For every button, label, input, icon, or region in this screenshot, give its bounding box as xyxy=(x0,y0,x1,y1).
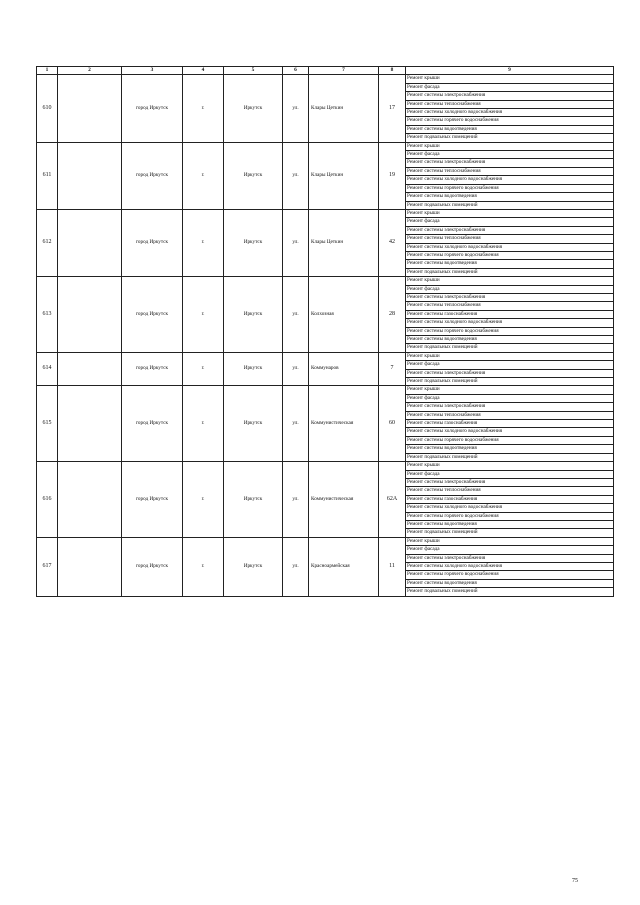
street-cell: Коммунистическая xyxy=(309,462,379,538)
street-type-cell: ул. xyxy=(283,75,309,142)
column-header: 8 xyxy=(379,67,406,75)
column-header: 4 xyxy=(183,67,224,75)
work-type-cell: Ремонт системы теплоснабжения xyxy=(406,235,614,243)
work-type-cell: Ремонт системы теплоснабжения xyxy=(406,411,614,419)
street-cell: Красноармейская xyxy=(309,537,379,596)
row-number: 612 xyxy=(37,209,58,276)
table-row xyxy=(37,352,614,360)
row-number: 616 xyxy=(37,462,58,538)
house-cell: 19 xyxy=(379,142,406,209)
street-type-cell: ул. xyxy=(283,209,309,276)
work-type-cell: Ремонт системы электроснабжения xyxy=(406,92,614,100)
work-type-cell: Ремонт системы электроснабжения xyxy=(406,226,614,234)
locality-cell: Иркутск xyxy=(224,386,283,462)
work-type-cell: Ремонт крыши xyxy=(406,537,614,545)
locality-type-cell: г. xyxy=(183,209,224,276)
locality-type-cell: г. xyxy=(183,462,224,538)
locality-cell: Иркутск xyxy=(224,277,283,353)
work-type-cell: Ремонт системы водоотведения xyxy=(406,579,614,587)
work-type-cell: Ремонт системы холодного водоснабжения xyxy=(406,504,614,512)
work-type-cell: Ремонт системы теплоснабжения xyxy=(406,167,614,175)
work-type-cell: Ремонт подвальных помещений xyxy=(406,529,614,537)
street-type-cell: ул. xyxy=(283,462,309,538)
house-cell: 62А xyxy=(379,462,406,538)
locality-cell: Иркутск xyxy=(224,537,283,596)
row-number: 617 xyxy=(37,537,58,596)
locality-cell: Иркутск xyxy=(224,352,283,386)
work-type-cell: Ремонт крыши xyxy=(406,142,614,150)
work-type-cell: Ремонт системы холодного водоснабжения xyxy=(406,109,614,117)
locality-type-cell: г. xyxy=(183,352,224,386)
work-type-cell: Ремонт системы холодного водоснабжения xyxy=(406,243,614,251)
settlement-cell: город Иркутск xyxy=(122,537,183,596)
work-type-cell: Ремонт системы электроснабжения xyxy=(406,478,614,486)
municipality-cell xyxy=(58,537,122,596)
work-type-cell: Ремонт фасада xyxy=(406,470,614,478)
work-type-cell: Ремонт системы газоснабжения xyxy=(406,420,614,428)
row-number: 610 xyxy=(37,75,58,142)
street-type-cell: ул. xyxy=(283,277,309,353)
street-cell: Колхозная xyxy=(309,277,379,353)
work-type-cell: Ремонт системы водоотведения xyxy=(406,125,614,133)
work-type-cell: Ремонт подвальных помещений xyxy=(406,268,614,276)
work-type-cell: Ремонт системы горячего водоснабжения xyxy=(406,512,614,520)
row-number: 613 xyxy=(37,277,58,353)
work-type-cell: Ремонт системы холодного водоснабжения xyxy=(406,428,614,436)
work-type-cell: Ремонт фасада xyxy=(406,361,614,369)
work-type-cell: Ремонт фасада xyxy=(406,285,614,293)
column-header: 5 xyxy=(224,67,283,75)
work-type-cell: Ремонт системы холодного водоснабжения xyxy=(406,562,614,570)
work-type-cell: Ремонт крыши xyxy=(406,386,614,394)
column-header: 2 xyxy=(58,67,122,75)
table-row xyxy=(37,142,614,150)
settlement-cell: город Иркутск xyxy=(122,209,183,276)
work-type-cell: Ремонт крыши xyxy=(406,352,614,360)
work-type-cell: Ремонт фасада xyxy=(406,218,614,226)
work-type-cell: Ремонт системы водоотведения xyxy=(406,336,614,344)
house-cell: 17 xyxy=(379,75,406,142)
row-number: 611 xyxy=(37,142,58,209)
page-number: 75 xyxy=(572,878,578,884)
locality-cell: Иркутск xyxy=(224,209,283,276)
work-type-cell: Ремонт системы водоотведения xyxy=(406,260,614,268)
locality-cell: Иркутск xyxy=(224,75,283,142)
column-header: 6 xyxy=(283,67,309,75)
work-type-cell: Ремонт системы горячего водоснабжения xyxy=(406,571,614,579)
table-row xyxy=(37,75,614,83)
street-cell: Коммунистическая xyxy=(309,386,379,462)
work-type-cell: Ремонт крыши xyxy=(406,462,614,470)
table-row xyxy=(37,386,614,394)
work-type-cell: Ремонт подвальных помещений xyxy=(406,344,614,352)
street-cell: Клары Цеткин xyxy=(309,142,379,209)
municipality-cell xyxy=(58,75,122,142)
column-header: 9 xyxy=(406,67,614,75)
locality-cell: Иркутск xyxy=(224,142,283,209)
house-cell: 28 xyxy=(379,277,406,353)
street-cell: Клары Цеткин xyxy=(309,209,379,276)
table-row xyxy=(37,462,614,470)
street-type-cell: ул. xyxy=(283,352,309,386)
settlement-cell: город Иркутск xyxy=(122,386,183,462)
header-row xyxy=(37,67,614,75)
address-program-table xyxy=(36,66,614,597)
table-body xyxy=(37,75,614,596)
work-type-cell: Ремонт системы горячего водоснабжения xyxy=(406,436,614,444)
work-type-cell: Ремонт системы водоотведения xyxy=(406,520,614,528)
house-cell: 60 xyxy=(379,386,406,462)
street-type-cell: ул. xyxy=(283,537,309,596)
work-type-cell: Ремонт подвальных помещений xyxy=(406,453,614,461)
locality-type-cell: г. xyxy=(183,386,224,462)
work-type-cell: Ремонт подвальных помещений xyxy=(406,134,614,142)
work-type-cell: Ремонт крыши xyxy=(406,75,614,83)
locality-type-cell: г. xyxy=(183,142,224,209)
column-header: 1 xyxy=(37,67,58,75)
street-cell: Клары Цеткин xyxy=(309,75,379,142)
column-header: 3 xyxy=(122,67,183,75)
work-type-cell: Ремонт системы электроснабжения xyxy=(406,293,614,301)
work-type-cell: Ремонт системы горячего водоснабжения xyxy=(406,184,614,192)
work-type-cell: Ремонт системы водоотведения xyxy=(406,445,614,453)
work-type-cell: Ремонт системы теплоснабжения xyxy=(406,302,614,310)
work-type-cell: Ремонт фасада xyxy=(406,151,614,159)
municipality-cell xyxy=(58,142,122,209)
work-type-cell: Ремонт фасада xyxy=(406,394,614,402)
locality-type-cell: г. xyxy=(183,277,224,353)
street-type-cell: ул. xyxy=(283,386,309,462)
house-cell: 11 xyxy=(379,537,406,596)
settlement-cell: город Иркутск xyxy=(122,75,183,142)
locality-type-cell: г. xyxy=(183,75,224,142)
table-row xyxy=(37,537,614,545)
work-type-cell: Ремонт подвальных помещений xyxy=(406,588,614,596)
work-type-cell: Ремонт системы электроснабжения xyxy=(406,369,614,377)
work-type-cell: Ремонт системы горячего водоснабжения xyxy=(406,327,614,335)
work-type-cell: Ремонт системы электроснабжения xyxy=(406,403,614,411)
work-type-cell: Ремонт системы электроснабжения xyxy=(406,554,614,562)
house-cell: 42 xyxy=(379,209,406,276)
work-type-cell: Ремонт системы теплоснабжения xyxy=(406,100,614,108)
work-type-cell: Ремонт системы холодного водоснабжения xyxy=(406,319,614,327)
work-type-cell: Ремонт подвальных помещений xyxy=(406,378,614,386)
settlement-cell: город Иркутск xyxy=(122,142,183,209)
settlement-cell: город Иркутск xyxy=(122,277,183,353)
table-row xyxy=(37,277,614,285)
work-type-cell: Ремонт системы газоснабжения xyxy=(406,495,614,503)
work-type-cell: Ремонт системы холодного водоснабжения xyxy=(406,176,614,184)
street-cell: Коммунаров xyxy=(309,352,379,386)
work-type-cell: Ремонт подвальных помещений xyxy=(406,201,614,209)
house-cell: 7 xyxy=(379,352,406,386)
row-number: 614 xyxy=(37,352,58,386)
street-type-cell: ул. xyxy=(283,142,309,209)
municipality-cell xyxy=(58,462,122,538)
work-type-cell: Ремонт фасада xyxy=(406,546,614,554)
work-type-cell: Ремонт крыши xyxy=(406,277,614,285)
work-type-cell: Ремонт системы горячего водоснабжения xyxy=(406,251,614,259)
work-type-cell: Ремонт системы горячего водоснабжения xyxy=(406,117,614,125)
municipality-cell xyxy=(58,277,122,353)
municipality-cell xyxy=(58,352,122,386)
work-type-cell: Ремонт системы теплоснабжения xyxy=(406,487,614,495)
locality-type-cell: г. xyxy=(183,537,224,596)
settlement-cell: город Иркутск xyxy=(122,352,183,386)
locality-cell: Иркутск xyxy=(224,462,283,538)
work-type-cell: Ремонт системы электроснабжения xyxy=(406,159,614,167)
column-header: 7 xyxy=(309,67,379,75)
table-row xyxy=(37,209,614,217)
municipality-cell xyxy=(58,386,122,462)
municipality-cell xyxy=(58,209,122,276)
work-type-cell: Ремонт крыши xyxy=(406,209,614,217)
settlement-cell: город Иркутск xyxy=(122,462,183,538)
work-type-cell: Ремонт фасада xyxy=(406,83,614,91)
row-number: 615 xyxy=(37,386,58,462)
work-type-cell: Ремонт системы водоотведения xyxy=(406,193,614,201)
work-type-cell: Ремонт системы газоснабжения xyxy=(406,310,614,318)
